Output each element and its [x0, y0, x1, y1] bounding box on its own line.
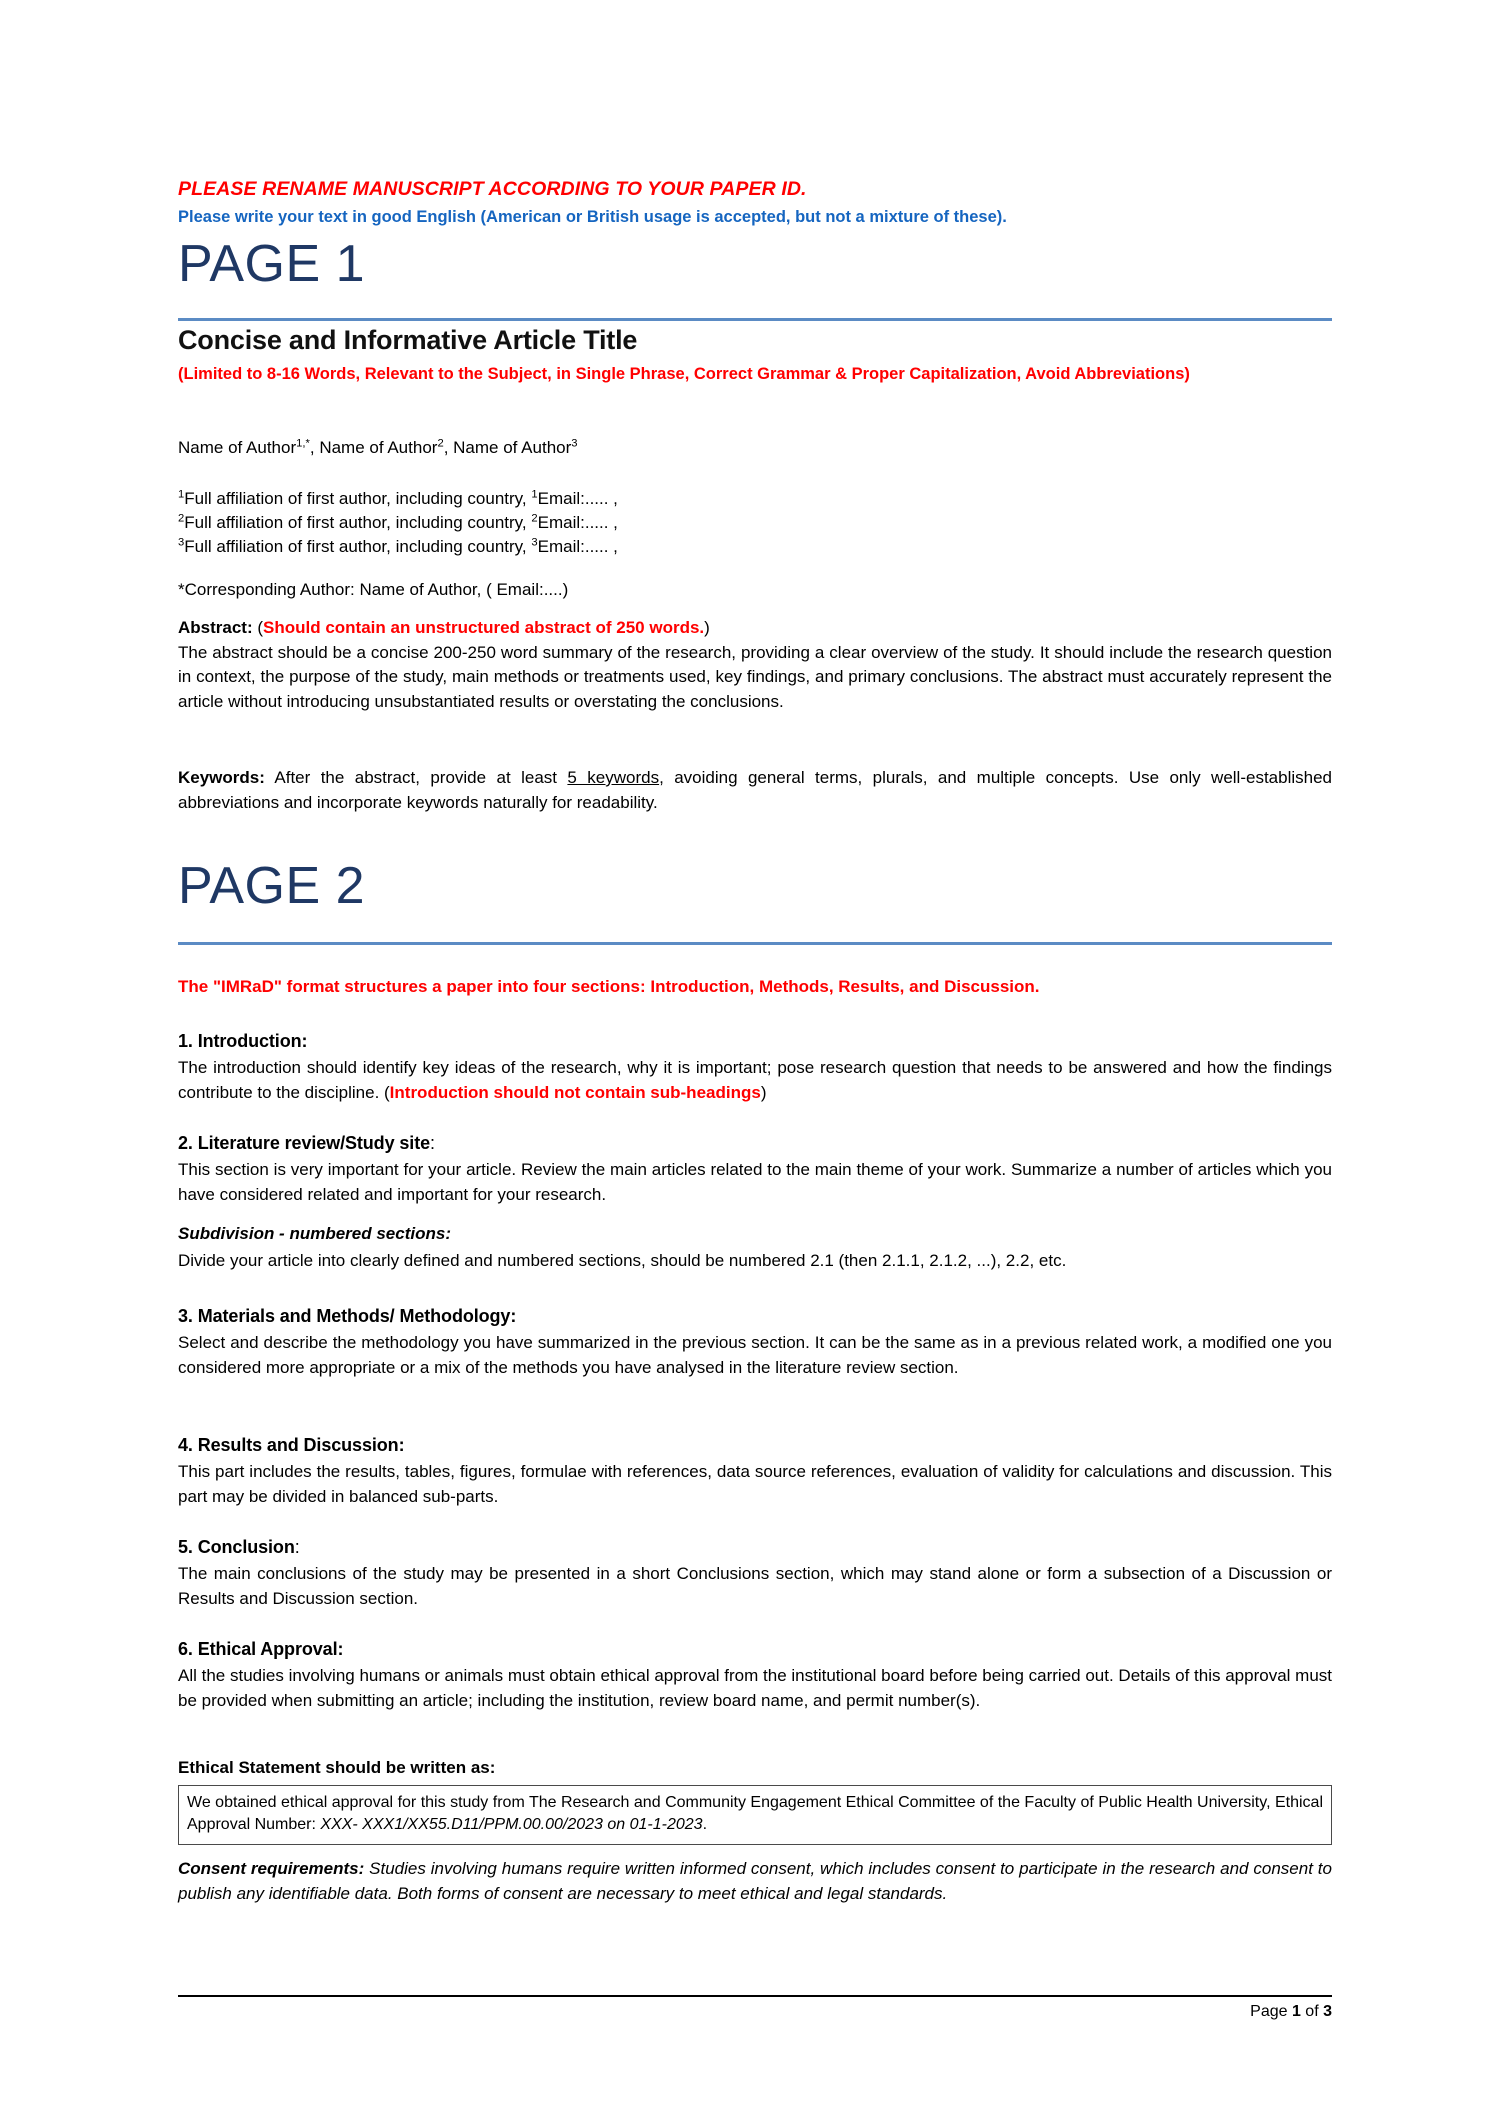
section-conclusion-heading	[178, 1534, 1332, 1560]
abstract-block	[178, 616, 1332, 715]
affiliation-superscript: 2	[178, 512, 185, 525]
abstract-body: The abstract should be a concise 200-250 word summary of the research, providing a clear overview of the study. It should include the research question in context, the purpose of the study, main methods or treatments used, key findings, and primary conclusions. The abstract must accurately represent the article without introducing unsubstantiated results or overstating the conclusions.	[178, 642, 1332, 711]
section-materials-methods-heading: 3. Materials and Methods/ Methodology:	[178, 1306, 517, 1326]
affiliation-superscript: 1	[178, 488, 185, 501]
section-ethical-approval-heading: 6. Ethical Approval:	[178, 1639, 344, 1659]
author-sep-2: ,	[443, 438, 454, 457]
affiliation-text: Full affiliation of first author, including country,	[184, 489, 532, 508]
author-2-name: Name of Author	[319, 438, 438, 457]
ethical-statement-label: Ethical Statement should be written as:	[178, 1758, 496, 1777]
footer-divider	[178, 1995, 1332, 1997]
conclusion-heading-text: 5. Conclusion	[178, 1537, 295, 1557]
subdivision-body: Divide your article into clearly defined and numbered sections, should be numbered 2.1 (then 2.1.1, 2.1.2, ...), 2.2, etc.	[178, 1250, 1067, 1270]
consent-body: Studies involving humans require written informed consent, which includes consent to participate in the research and consent to publish any identifiable data. Both forms of consent are necessary to meet ethical and legal standards.	[178, 1859, 1332, 1903]
affiliation-list	[178, 487, 618, 559]
page-1-heading: PAGE 1	[178, 235, 366, 293]
affiliation-email: Email:..... ,	[537, 489, 618, 508]
author-list	[178, 437, 578, 460]
ethical-statement-end: .	[702, 1816, 708, 1834]
footer-prefix: Page	[1250, 2003, 1292, 2020]
page-footer	[178, 2003, 1332, 2021]
abstract-note-close: )	[704, 618, 710, 637]
corresponding-author: *Corresponding Author: Name of Author, ( Email:....)	[178, 580, 569, 599]
section-results-discussion-body: This part includes the results, tables, figures, formulae with references, data source references, evaluation of validity for calculations and discussion. This part may be divided in balanced sub-parts.	[178, 1462, 1332, 1506]
section-literature-review-heading	[178, 1130, 1332, 1156]
section-introduction	[178, 1028, 1332, 1105]
footer-middle: of	[1300, 2003, 1324, 2020]
author-1-name: Name of Author	[178, 438, 297, 457]
affiliation-row	[178, 511, 618, 535]
section-literature-review	[178, 1130, 1332, 1207]
intro-body-red: Introduction should not contain sub-headings	[389, 1082, 761, 1102]
page-1-divider	[178, 318, 1332, 321]
section-results-discussion	[178, 1432, 1332, 1509]
abstract-note-open: (	[252, 618, 264, 637]
conclusion-heading-colon: :	[294, 1537, 300, 1557]
affiliation-email: Email:..... ,	[537, 513, 618, 533]
keywords-part1: After the abstract, provide at least	[264, 768, 568, 787]
footer-current-page: 1	[1291, 2003, 1301, 2020]
affiliation-text: Full affiliation of first author, including country,	[184, 513, 532, 533]
intro-body-part2: )	[760, 1082, 767, 1102]
section-subdivision	[178, 1222, 1332, 1273]
affiliation-email-superscript: 1	[531, 488, 538, 501]
keywords-block	[178, 766, 1332, 815]
english-usage-notice: Please write your text in good English (American or British usage is accepted, but not a mixture of these).	[178, 208, 1007, 226]
section-introduction-heading: 1. Introduction:	[178, 1031, 308, 1051]
page-2-divider	[178, 942, 1332, 945]
intro-body-part1: The introduction should identify key ideas of the research, why it is important; pose research question that needs to be answered and how the findings contribute to the discipline. (	[178, 1058, 1332, 1102]
consent-requirements	[178, 1857, 1332, 1906]
affiliation-email-superscript: 3	[531, 536, 538, 549]
keywords-underlined: 5 keywords	[567, 768, 660, 787]
affiliation-email-superscript: 2	[531, 512, 538, 525]
author-3-superscript: 3	[571, 437, 578, 450]
ethical-approval-number: XXX- XXX1/XX55.D11/PPM.00.00/2023 on 01-1-2023	[320, 1816, 703, 1834]
lit-heading-colon: :	[430, 1133, 435, 1153]
subdivision-heading: Subdivision - numbered sections:	[178, 1224, 451, 1243]
abstract-note-red: Should contain an unstructured abstract of 250 words.	[263, 618, 705, 637]
section-results-discussion-heading: 4. Results and Discussion:	[178, 1435, 405, 1455]
affiliation-text: Full affiliation of first author, including country,	[184, 537, 532, 557]
article-title: Concise and Informative Article Title	[178, 325, 638, 355]
keywords-part2: , avoiding general terms, plurals, and multiple concepts. Use only well-established abbreviations and incorporate keywords naturally for readability.	[178, 768, 1333, 812]
rename-manuscript-notice: PLEASE RENAME MANUSCRIPT ACCORDING TO YOUR PAPER ID.	[178, 178, 807, 200]
affiliation-email: Email:..... ,	[537, 537, 618, 557]
ethical-statement-text: We obtained ethical approval for this study from The Research and Community Engagement Ethical Committee of the Faculty of Public Health University, Ethical Approval Number:	[187, 1794, 1323, 1834]
abstract-label: Abstract:	[178, 618, 253, 637]
affiliation-superscript: 3	[178, 536, 185, 549]
lit-heading-text: 2. Literature review/Study site	[178, 1133, 430, 1153]
author-sep-1: ,	[309, 438, 320, 457]
abstract-heading-line	[178, 616, 1332, 641]
ethical-statement-box	[178, 1785, 1332, 1845]
page-2-heading: PAGE 2	[178, 857, 366, 915]
author-2-superscript: 2	[437, 437, 444, 450]
affiliation-row	[178, 487, 618, 511]
section-materials-methods-body: Select and describe the methodology you have summarized in the previous section. It can be the same as in a previous related work, a modified one you considered more appropriate or a mix of the methods you have analysed in the literature review section.	[178, 1333, 1332, 1377]
article-title-note: (Limited to 8-16 Words, Relevant to the Subject, in Single Phrase, Correct Grammar & Proper Capitalization, Avoid Abbreviations)	[178, 365, 1190, 383]
section-ethical-approval-body: All the studies involving humans or animals must obtain ethical approval from the institutional board before being carried out. Details of this approval must be provided when submitting an article; including the institution, review board name, and permit number(s).	[178, 1666, 1332, 1710]
section-conclusion-body: The main conclusions of the study may be presented in a short Conclusions section, which may stand alone or form a subsection of a Discussion or Results and Discussion section.	[178, 1564, 1332, 1608]
section-introduction-body	[178, 1056, 1332, 1105]
section-materials-methods	[178, 1303, 1332, 1380]
footer-total-pages: 3	[1323, 2003, 1332, 2020]
keywords-label: Keywords:	[178, 768, 265, 787]
affiliation-row	[178, 535, 618, 559]
imrad-format-note: The "IMRaD" format structures a paper into four sections: Introduction, Methods, Results, and Discussion.	[178, 977, 1040, 996]
consent-label: Consent requirements:	[178, 1859, 365, 1878]
section-conclusion	[178, 1534, 1332, 1611]
section-literature-review-body: This section is very important for your article. Review the main articles related to the main theme of your work. Summarize a number of articles which you have considered related and important for your research.	[178, 1160, 1332, 1204]
section-ethical-approval	[178, 1636, 1332, 1713]
author-3-name: Name of Author	[453, 438, 572, 457]
author-1-superscript: 1,*	[296, 437, 310, 450]
